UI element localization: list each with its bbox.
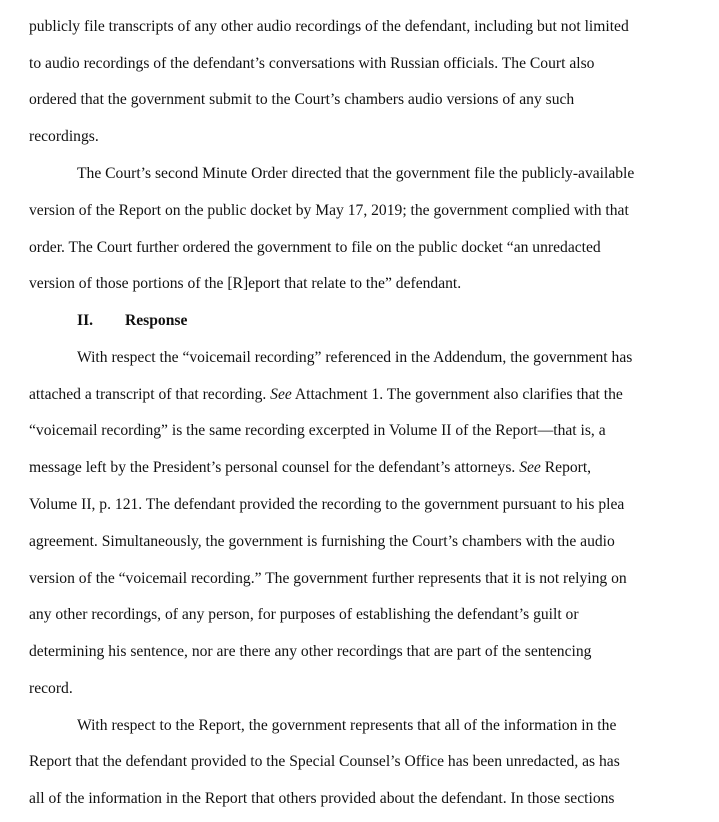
text-line: “voicemail recording” is the same recording excerpted in Volume II of the Report—that is, a bbox=[29, 422, 606, 439]
text-line: publicly file transcripts of any other audio recordings of the defendant, including but not limited bbox=[29, 18, 629, 35]
text-line: Report that the defendant provided to the Special Counsel’s Office has been unredacted, as has bbox=[29, 753, 620, 770]
text-line: Volume II, p. 121. The defendant provided the recording to the government pursuant to his plea bbox=[29, 496, 625, 513]
text-line: version of the Report on the public docket by May 17, 2019; the government complied with that bbox=[29, 202, 629, 219]
text-line: all of the information in the Report that others provided about the defendant. In those sections bbox=[29, 790, 615, 807]
text-line: version of those portions of the [R]eport that relate to the” defendant. bbox=[29, 275, 462, 292]
text-line: order. The Court further ordered the government to file on the public docket “an unredacted bbox=[29, 239, 601, 256]
text-line: recordings. bbox=[29, 128, 99, 145]
section-title: Response bbox=[125, 312, 188, 329]
text-line: With respect the “voicemail recording” referenced in the Addendum, the government has bbox=[77, 349, 633, 366]
text-segment: Attachment 1. The government also clarifies that the bbox=[291, 386, 623, 403]
text-line: to audio recordings of the defendant’s conversations with Russian officials. The Court also bbox=[29, 55, 595, 72]
text-line bbox=[29, 458, 591, 478]
citation-signal: See bbox=[519, 459, 541, 476]
text-line: agreement. Simultaneously, the government is furnishing the Court’s chambers with the audio bbox=[29, 533, 615, 550]
text-line: any other recordings, of any person, for purposes of establishing the defendant’s guilt or bbox=[29, 606, 579, 623]
text-segment: message left by the President’s personal counsel for the defendant’s attorneys. bbox=[29, 459, 520, 476]
text-line: ordered that the government submit to the Court’s chambers audio versions of any such bbox=[29, 91, 575, 108]
text-segment: attached a transcript of that recording. bbox=[29, 386, 271, 403]
text-line: determining his sentence, nor are there any other recordings that are part of the sentencing bbox=[29, 643, 592, 660]
citation-signal: See bbox=[270, 386, 292, 403]
section-number: II. bbox=[77, 312, 94, 329]
text-line: The Court’s second Minute Order directed that the government file the publicly-available bbox=[77, 165, 635, 182]
text-line: With respect to the Report, the government represents that all of the information in the bbox=[77, 717, 617, 734]
text-segment: Report, bbox=[540, 459, 592, 476]
text-line bbox=[29, 385, 623, 405]
section-heading bbox=[77, 311, 187, 331]
text-line: version of the “voicemail recording.” The government further represents that it is not relying on bbox=[29, 570, 627, 587]
text-line: record. bbox=[29, 680, 73, 697]
